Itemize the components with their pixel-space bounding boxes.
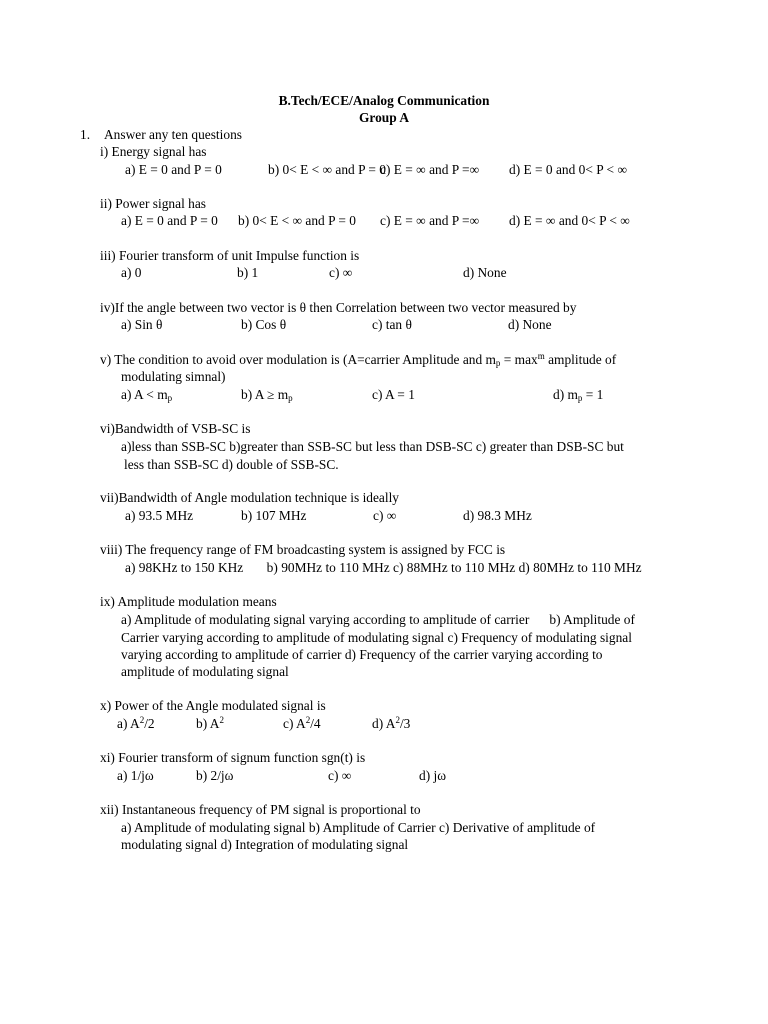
question-2-option-a: a) E = 0 and P = 0	[121, 213, 218, 228]
question-5-option-c: c) A = 1	[372, 387, 415, 402]
question-5-stem-line-2: modulating simnal)	[121, 369, 226, 384]
question-11-option-c: c) ∞	[328, 768, 352, 783]
question-6-line-1: a)less than SSB-SC b)greater than SSB-SC but less than DSB-SC c) greater than DSB-SC but	[121, 439, 624, 454]
question-4-option-b: b) Cos θ	[241, 317, 287, 332]
question-12-stem: xii) Instantaneous frequency of PM signal is proportional to	[100, 802, 421, 817]
question-1-option-a: a) E = 0 and P = 0	[125, 162, 222, 177]
question-3-option-d: d) None	[463, 265, 507, 280]
question-4-stem: iv)If the angle between two vector is θ then Correlation between two vector measured by	[100, 300, 577, 315]
question-10-option-a: a) $A^2/2$	[117, 715, 155, 731]
question-2-option-c: c) E = ∞ and P =∞	[380, 213, 480, 228]
question-3-stem: iii) Fourier transform of unit Impulse function is	[100, 248, 360, 263]
question-10-option-c: c) $A^2/4$	[283, 715, 321, 731]
question-1-stem: i) Energy signal has	[100, 144, 207, 159]
question-5-option-b: b) $A \ge m_p$	[241, 387, 293, 403]
question-3-option-b: b) 1	[237, 265, 259, 280]
question-1-option-d: d) E = 0 and 0< P < ∞	[509, 162, 627, 177]
question-12-line-1: a) Amplitude of modulating signal b) Amplitude of Carrier c) Derivative of amplitude of	[121, 820, 596, 835]
question-7-option-c: c) ∞	[373, 508, 397, 523]
question-7-option-d: d) 98.3 MHz	[463, 508, 532, 523]
question-7-option-b: b) 107 MHz	[241, 508, 307, 523]
question-9-line-4: amplitude of modulating signal	[121, 664, 289, 679]
section-number: 1.	[80, 127, 91, 142]
question-4-option-a: a) Sin θ	[121, 317, 163, 332]
group-heading: Group A	[359, 110, 409, 125]
question-5-stem: v) The condition to avoid over modulation is (A=carrier Amplitude and $m_p = \max^m$ amplitude of	[100, 351, 617, 368]
question-3-option-a: a) 0	[121, 265, 142, 280]
question-9-line-1: a) Amplitude of modulating signal varying according to amplitude of carrier b) Amplitude of	[121, 612, 635, 627]
question-11-option-d: d) jω	[419, 768, 447, 783]
question-8-stem: viii) The frequency range of FM broadcasting system is assigned by FCC is	[100, 542, 506, 557]
question-4-option-d: d) None	[508, 317, 552, 332]
question-2-option-b: b) 0< E < ∞ and P = 0	[238, 213, 356, 228]
question-8-options-line: a) 98KHz to 150 KHz b) 90MHz to 110 MHz c) 88MHz to 110 MHz d) 80MHz to 110 MHz	[125, 560, 642, 575]
question-2-option-d: d) E = ∞ and 0< P < ∞	[509, 213, 630, 228]
document-title: B.Tech/ECE/Analog Communication	[278, 93, 490, 108]
question-2-stem: ii) Power signal has	[100, 196, 206, 211]
question-4-option-c: c) tan θ	[372, 317, 412, 332]
question-12-line-2: modulating signal d) Integration of modulating signal	[121, 837, 409, 852]
question-6-line-2: less than SSB-SC d) double of SSB-SC.	[124, 457, 339, 472]
question-5-option-d: d) $m_p = 1$	[553, 387, 604, 403]
question-1-option-b: b) 0< E < ∞ and P = 0	[268, 162, 386, 177]
question-10-option-d: d) $A^2/3$	[372, 715, 411, 731]
question-11-option-a: a) 1/jω	[117, 768, 154, 783]
question-9-stem: ix) Amplitude modulation means	[100, 594, 277, 609]
question-10-option-b: b) $A^2$	[196, 715, 224, 731]
question-7-option-a: a) 93.5 MHz	[125, 508, 194, 523]
question-6-stem: vi)Bandwidth of VSB-SC is	[100, 421, 251, 436]
question-11-stem: xi) Fourier transform of signum function sgn(t) is	[100, 750, 366, 765]
question-3-option-c: c) ∞	[329, 265, 353, 280]
question-11-option-b: b) 2/jω	[196, 768, 234, 783]
question-7-stem: vii)Bandwidth of Angle modulation technique is ideally	[100, 490, 400, 505]
question-9-line-3: varying according to amplitude of carrier d) Frequency of the carrier varying according to	[121, 647, 603, 662]
question-1-option-c: c) E = ∞ and P =∞	[380, 162, 480, 177]
question-5-option-a: a) $A < m_p$	[121, 387, 173, 403]
question-9-line-2: Carrier varying according to amplitude of modulating signal c) Frequency of modulating signal	[121, 630, 632, 645]
section-instruction: Answer any ten questions	[104, 127, 242, 142]
question-10-stem: x) Power of the Angle modulated signal is	[100, 698, 326, 713]
